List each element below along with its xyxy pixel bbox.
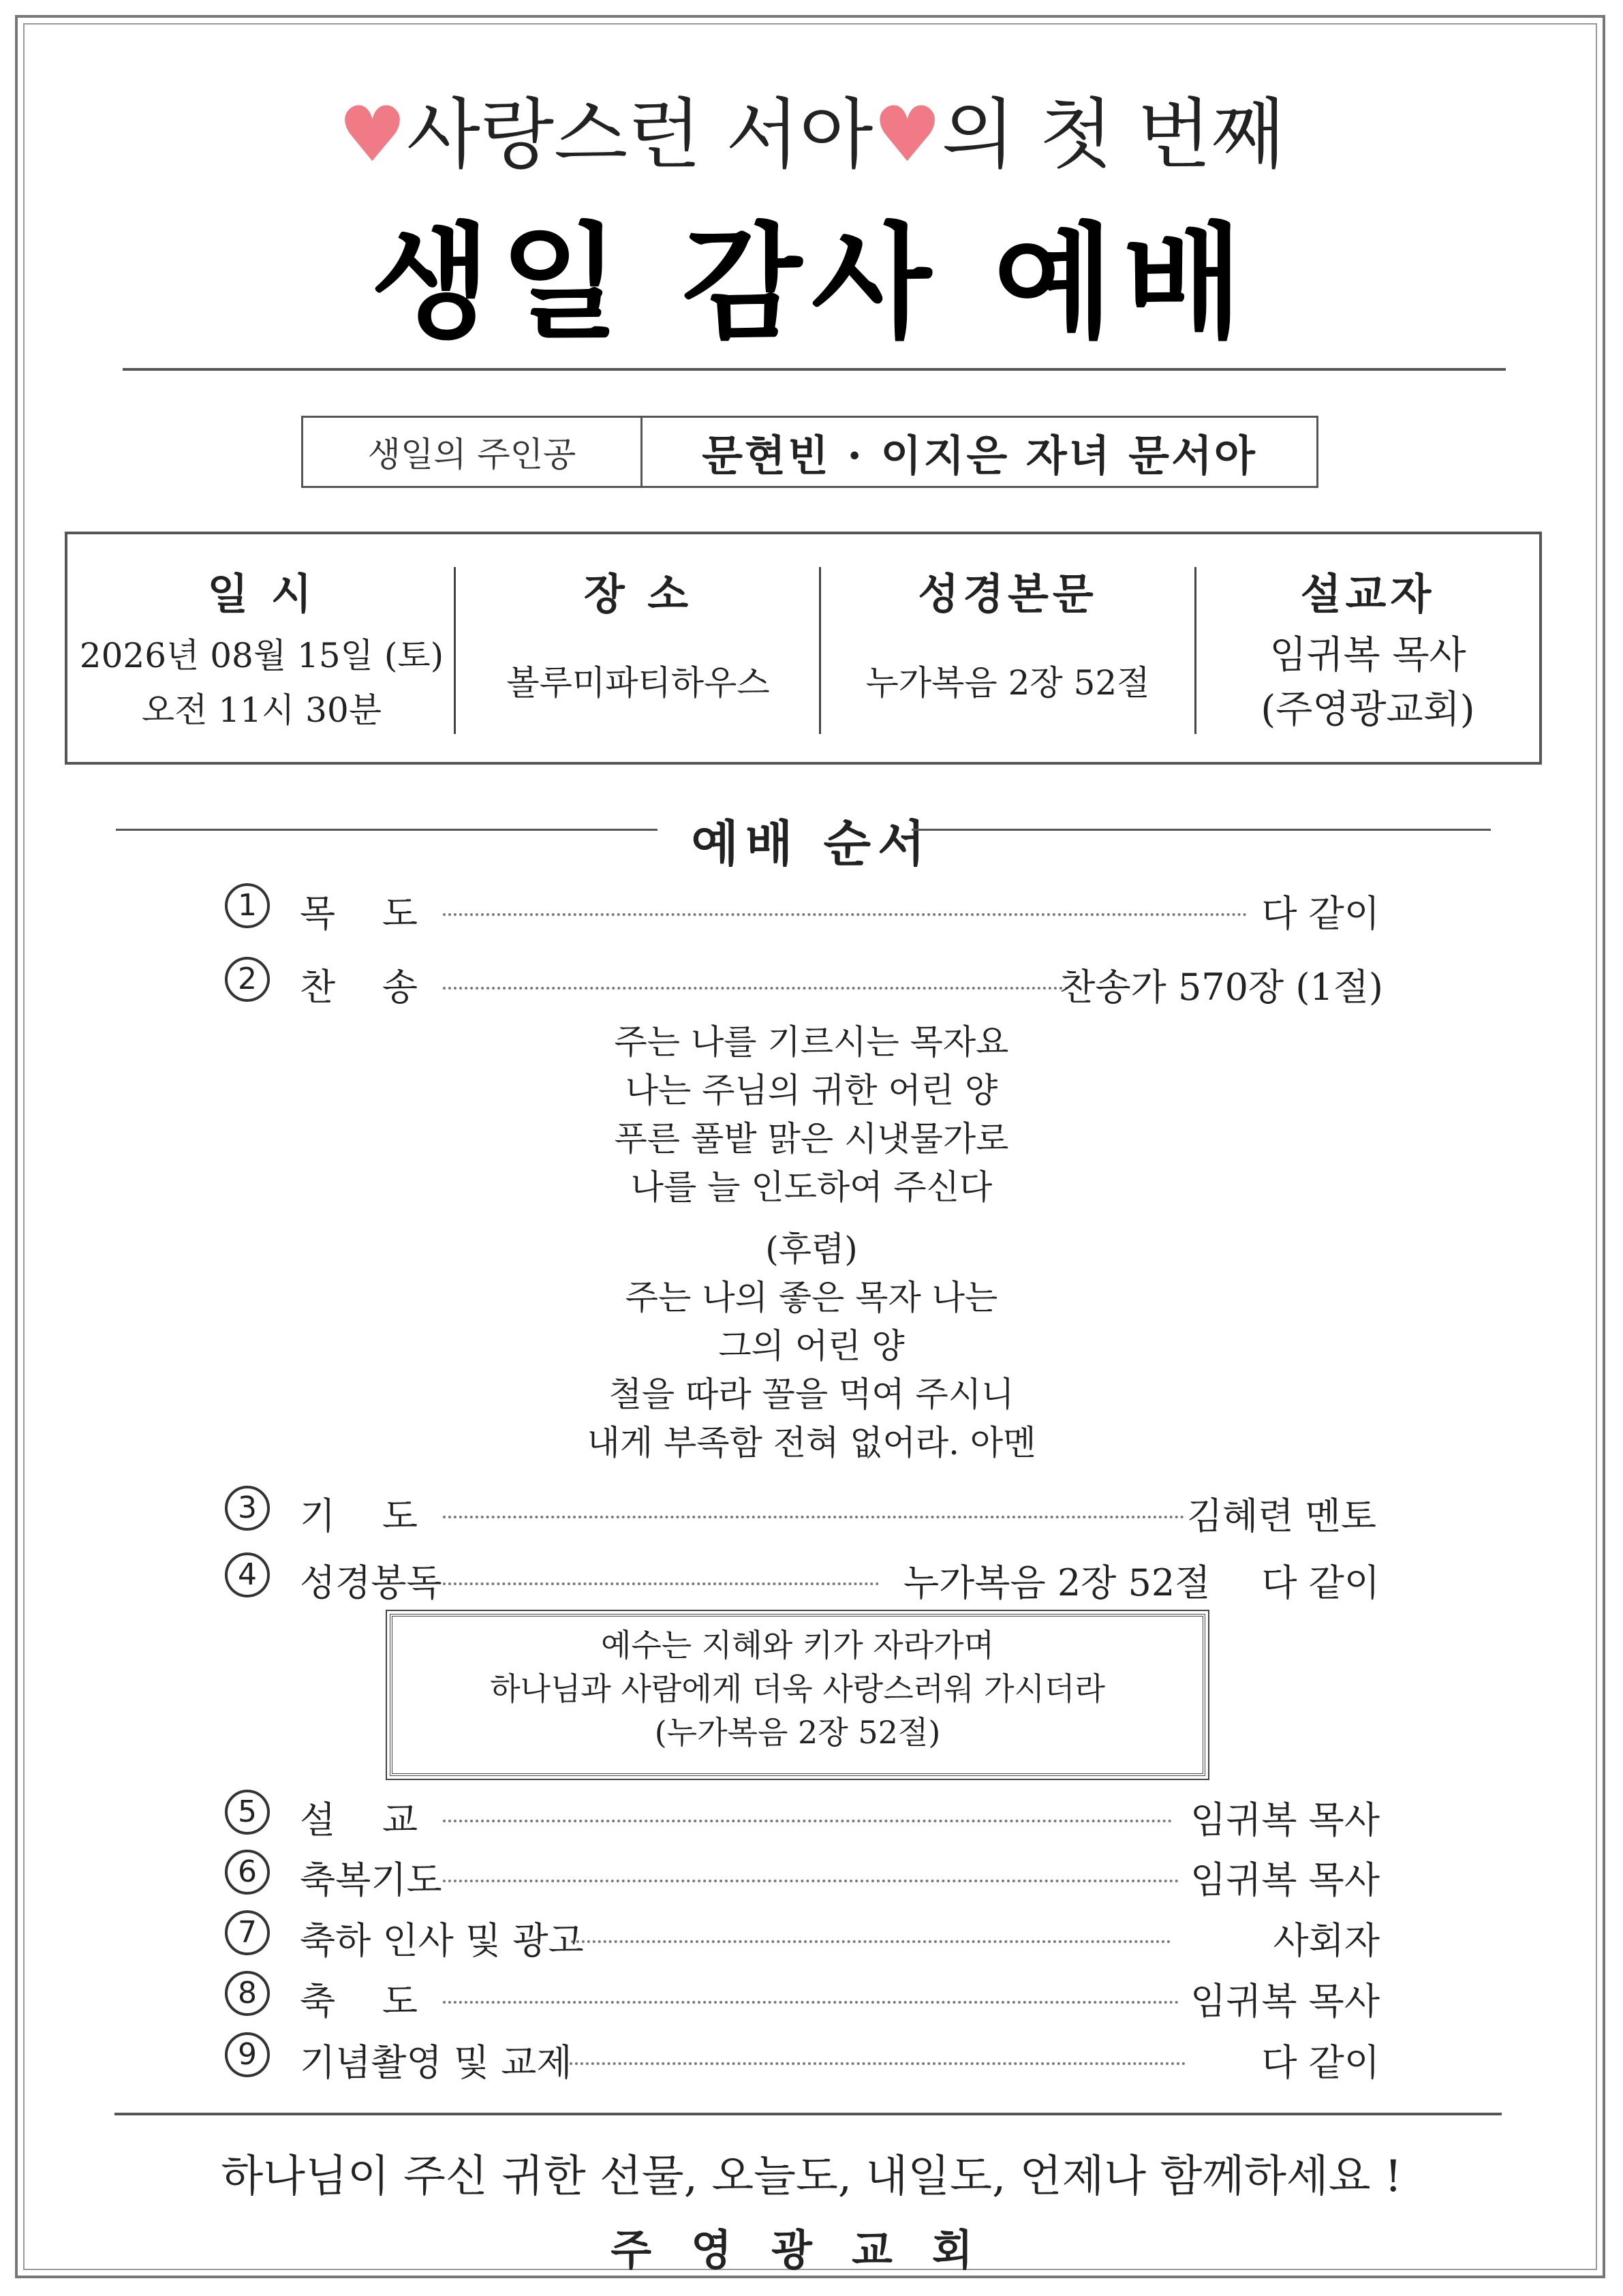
info-place-value: 볼루미파티하우스 [506,663,770,703]
info-preacher-church: (주영광교회) [1261,688,1475,732]
hymn-line: 주는 나의 좋은 목자 나는 [625,1278,998,1317]
leader-dots [443,1516,1184,1518]
info-place-heading: 장 소 [583,569,693,619]
order-item [0,1850,1623,1904]
info-scripture [820,534,1195,762]
order-item [0,883,1623,938]
order-item [0,1790,1623,1844]
hymn-line: 푸른 풀밭 맑은 시냇물가로 [614,1119,1009,1159]
info-scripture-value: 누가복음 2장 52절 [865,663,1150,703]
info-preacher [1196,534,1540,762]
order-item [0,1910,1623,1965]
item-label: 성경봉독 [300,1561,442,1604]
subtitle-name: 사랑스런 서아 [406,91,874,179]
item-leader: 김혜련 멘토 [1187,1495,1376,1537]
item-leader: 임귀복 목사 [1190,1798,1380,1841]
heart-icon: ♥ [873,91,942,179]
leader-dots [443,987,1068,990]
item-label: 축하 인사 및 광고 [300,1919,584,1962]
item-number: 6 [225,1850,270,1895]
item-label: 목 도 [300,892,418,935]
leader-dots [570,2062,1186,2065]
header-divider [123,368,1506,371]
item-number: 2 [225,957,270,1002]
info-preacher-name: 임귀복 목사 [1269,633,1466,677]
item-label: 축복기도 [300,1858,442,1901]
page-title: 생일 감사 예배 [371,209,1252,355]
hymn-line: 내게 부족함 전혀 없어라. 아멘 [587,1423,1036,1463]
leader-dots [443,2001,1179,2004]
order-item [0,1971,1623,2025]
host-label: 생일의 주인공 [303,418,643,486]
item-number: 1 [225,883,270,928]
item-leader: 사회자 [1273,1919,1380,1962]
service-info-box [65,532,1542,765]
info-place [456,534,820,762]
item-leader: 찬송가 570장 (1절) [1060,966,1383,1009]
info-preacher-heading: 설교자 [1300,569,1436,619]
item-leader: 임귀복 목사 [1190,1858,1380,1901]
leader-dots [443,1820,1172,1822]
refrain-label: (후렴) [765,1229,858,1269]
scripture-line: 하나님과 사람에게 더욱 사랑스러워 가시더라 [490,1670,1105,1707]
item-leader: 임귀복 목사 [1190,1980,1380,2023]
item-label: 설 교 [300,1798,418,1841]
heart-icon: ♥ [338,91,407,179]
item-leader: 다 같이 [1261,1561,1380,1604]
hymn-line: 나는 주님의 귀한 어린 양 [625,1071,998,1110]
host-value: 문현빈 · 이지은 자녀 문서아 [702,430,1257,480]
footer-divider [114,2113,1502,2115]
info-date [67,534,456,762]
item-number: 4 [225,1552,270,1597]
hymn-verse [0,1018,1623,1212]
order-item [0,1552,1623,1607]
info-date-line1: 2026년 08월 15일 (토) [79,636,444,675]
blessing-message: 하나님이 주신 귀한 선물, 오늘도, 내일도, 언제나 함께하세요 ! [221,2152,1402,2202]
item-label: 기 도 [300,1495,418,1537]
hymn-line: 주는 나를 기르시는 목자요 [614,1022,1009,1062]
item-number: 3 [225,1486,270,1531]
info-scripture-heading: 성경본문 [918,569,1098,619]
subtitle-rest: 의 첫 번째 [941,91,1285,179]
hymn-line: 철을 따라 꼴을 먹여 주시니 [608,1375,1015,1414]
info-date-heading: 일 시 [207,569,316,619]
item-label: 기념촬영 및 교제 [300,2041,572,2084]
hymn-line: 나를 늘 인도하여 주신다 [630,1167,993,1207]
item-leader: 다 같이 [1261,892,1380,935]
scripture-quote-box [390,1614,1205,1776]
item-number: 5 [225,1790,270,1835]
leader-dots [443,913,1247,916]
leader-dots [443,1880,1179,1882]
item-label: 찬 송 [300,966,418,1009]
subtitle [0,74,1623,183]
scripture-line: 예수는 지혜와 키가 자라가며 [600,1627,995,1664]
item-number: 7 [225,1910,270,1955]
leader-dots [443,1582,879,1585]
item-leader: 다 같이 [1261,2041,1380,2084]
order-title: 예배 순서 [691,814,932,872]
item-reference: 누가복음 2장 52절 [903,1561,1211,1604]
hymn-line: 그의 어린 양 [718,1326,905,1366]
scripture-reference: (누가복음 2장 52절) [654,1714,941,1751]
hymn-refrain [0,1225,1623,1467]
leader-dots [571,1940,1171,1943]
info-date-line2: 오전 11시 30분 [141,690,382,730]
order-item [0,1486,1623,1540]
order-item [0,2032,1623,2087]
item-number: 9 [225,2032,270,2077]
item-number: 8 [225,1971,270,2016]
church-name: 주영광교회 [610,2225,1013,2275]
birthday-host-box [301,416,1318,488]
item-label: 축 도 [300,1980,418,2023]
order-item [0,957,1623,1011]
order-rule-right [912,829,1491,831]
